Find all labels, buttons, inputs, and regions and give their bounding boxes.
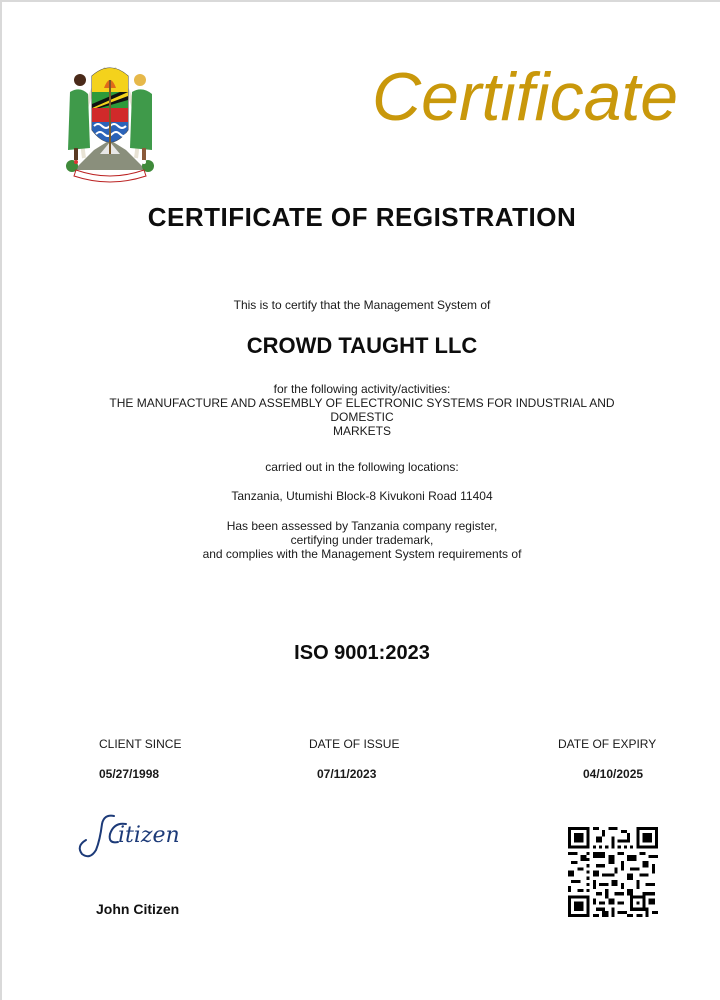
certify-intro-text: This is to certify that the Management System of <box>233 298 491 312</box>
assessment-line: certifying under trademark, <box>290 533 434 547</box>
activity-block <box>2 382 720 438</box>
locations-label: carried out in the following locations: <box>265 460 459 474</box>
location-address: Tanzania, Utumishi Block-8 Kivukoni Road 11404 <box>231 489 493 503</box>
activity-label: for the following activity/activities: <box>273 382 451 396</box>
date-of-expiry-field <box>558 737 656 781</box>
date-value: 04/10/2025 <box>583 767 644 781</box>
assessment-line: and complies with the Management System requirements of <box>202 547 522 561</box>
signature-icon <box>74 810 214 862</box>
activity-line: MARKETS <box>332 424 391 438</box>
date-value: 05/27/1998 <box>99 767 160 781</box>
signer-name: John Citizen <box>96 901 180 917</box>
certificate-brand-heading: Certificate <box>372 59 679 135</box>
qr-code-icon[interactable] <box>568 827 658 917</box>
client-since-field <box>99 737 181 781</box>
date-value: 07/11/2023 <box>317 767 377 781</box>
date-label: CLIENT SINCE <box>99 737 182 751</box>
activity-line: THE MANUFACTURE AND ASSEMBLY OF ELECTRONIC SYSTEMS FOR INDUSTRIAL AND <box>109 396 615 410</box>
company-name: CROWD TAUGHT LLC <box>246 333 478 358</box>
certificate-title: CERTIFICATE OF REGISTRATION <box>147 202 577 232</box>
date-of-issue-field <box>309 737 399 781</box>
assessment-block <box>2 519 720 561</box>
activity-line: DOMESTIC <box>330 410 394 424</box>
date-label: DATE OF ISSUE <box>309 737 400 751</box>
assessment-line: Has been assessed by Tanzania company register, <box>226 519 498 533</box>
tanzania-coat-of-arms-icon <box>54 58 166 186</box>
date-label: DATE OF EXPIRY <box>558 737 657 751</box>
iso-standard: ISO 9001:2023 <box>294 642 430 664</box>
svg-text:itizen: itizen <box>118 823 180 848</box>
